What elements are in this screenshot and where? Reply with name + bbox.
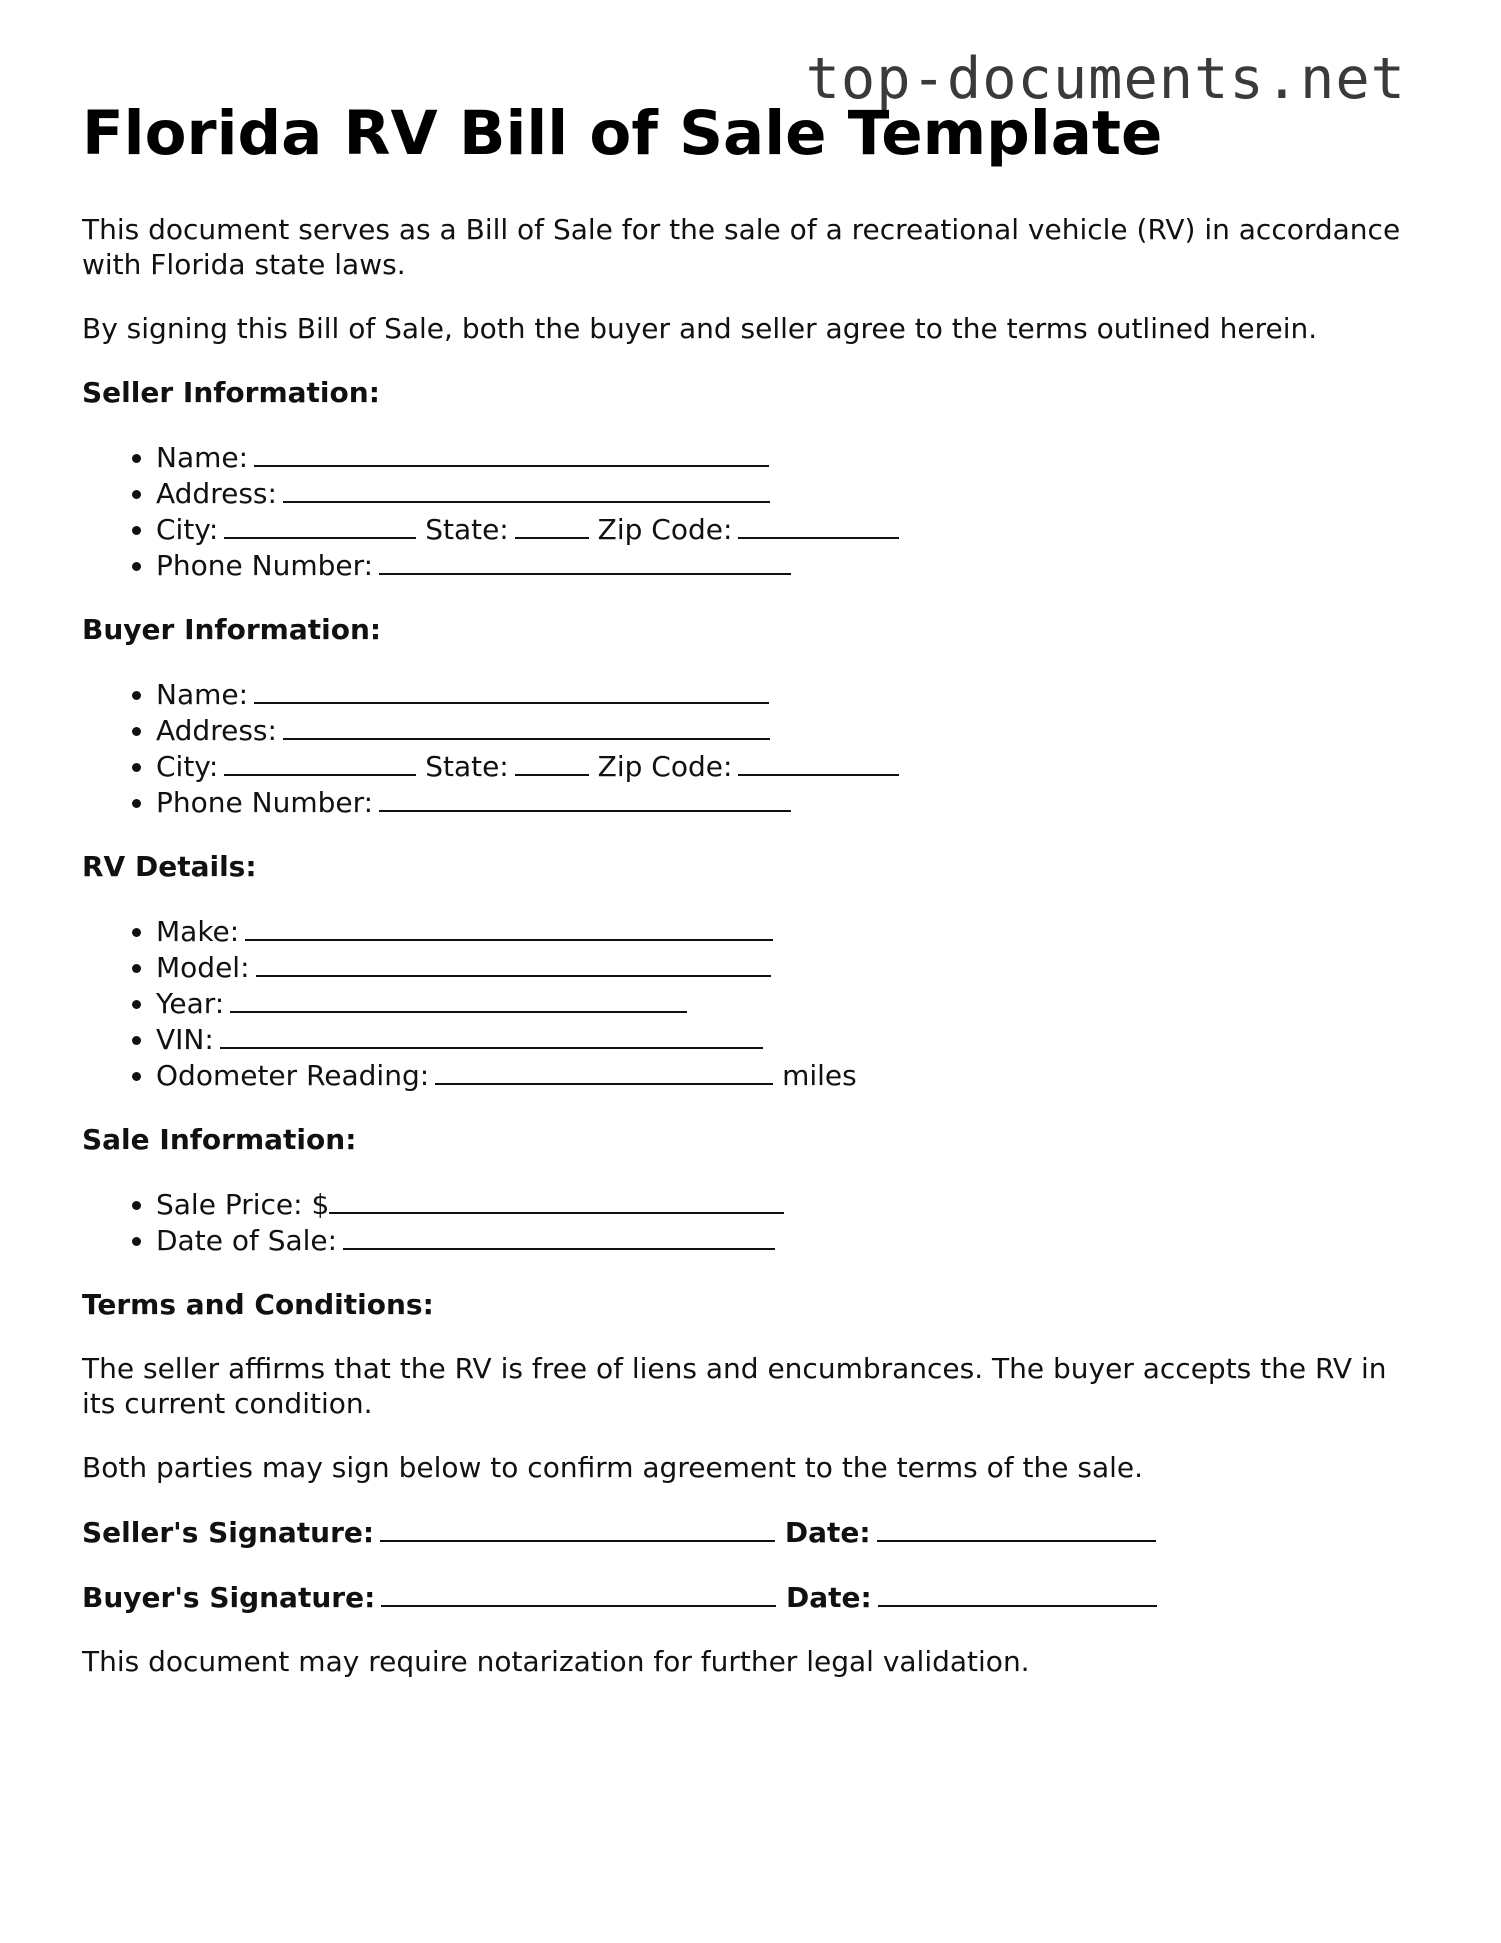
sale-date-blank[interactable] (343, 1222, 775, 1250)
sale-fields-list (82, 1186, 1422, 1258)
seller-city-blank[interactable] (224, 511, 416, 539)
buyer-zip-blank[interactable] (738, 748, 899, 776)
buyer-address-field[interactable]: • Address: (156, 712, 1422, 748)
buyer-state-blank[interactable] (515, 748, 589, 776)
sale-section-heading: Sale Information: (82, 1123, 357, 1157)
buyer-phone-blank[interactable] (379, 784, 791, 812)
buyer-name-field[interactable]: • Name: (156, 676, 1422, 712)
rv-make-field[interactable]: • Make: (156, 913, 1422, 949)
buyer-signature-row[interactable]: Buyer's Signature: Date: (82, 1579, 1422, 1615)
rv-vin-blank[interactable] (220, 1021, 763, 1049)
buyer-address-blank[interactable] (283, 712, 770, 740)
sale-date-field[interactable]: • Date of Sale: (156, 1222, 1422, 1258)
seller-name-blank[interactable] (254, 439, 769, 467)
rv-make-blank[interactable] (245, 913, 773, 941)
rv-vin-field[interactable]: • VIN: (156, 1021, 1422, 1057)
seller-zip-blank[interactable] (738, 511, 899, 539)
sale-price-field[interactable]: • Sale Price: $ (156, 1186, 1422, 1222)
agreement-paragraph: By signing this Bill of Sale, both the buyer and seller agree to the terms outlined herein. (82, 312, 1318, 346)
rv-model-blank[interactable] (256, 949, 771, 977)
seller-signature-date-blank[interactable] (877, 1514, 1156, 1542)
footer-note: This document may require notarization for further legal validation. (82, 1645, 1030, 1679)
seller-address-blank[interactable] (283, 475, 770, 503)
rv-section-heading: RV Details: (82, 850, 257, 884)
buyer-section-heading: Buyer Information: (82, 613, 382, 647)
seller-signature-blank[interactable] (380, 1514, 775, 1542)
buyer-fields-list (82, 676, 1422, 820)
buyer-city-state-zip-field[interactable]: • City: State: Zip Code: (156, 748, 1422, 784)
terms-section-heading: Terms and Conditions: (82, 1288, 434, 1322)
seller-state-blank[interactable] (515, 511, 589, 539)
watermark: top-documents.net (805, 46, 1406, 112)
seller-phone-blank[interactable] (379, 547, 791, 575)
rv-odometer-blank[interactable] (435, 1057, 773, 1085)
rv-model-field[interactable]: • Model: (156, 949, 1422, 985)
confirm-paragraph: Both parties may sign below to confirm agreement to the terms of the sale. (82, 1451, 1144, 1485)
seller-section-heading: Seller Information: (82, 376, 380, 410)
seller-signature-row[interactable]: Seller's Signature: Date: (82, 1514, 1422, 1550)
rv-odometer-field[interactable]: • Odometer Reading: miles (156, 1057, 1422, 1093)
document-page (82, 100, 1422, 1708)
seller-fields-list (82, 439, 1422, 583)
buyer-phone-field[interactable]: • Phone Number: (156, 784, 1422, 820)
sale-price-blank[interactable] (329, 1186, 784, 1214)
buyer-city-blank[interactable] (224, 748, 416, 776)
seller-address-field[interactable]: • Address: (156, 475, 1422, 511)
buyer-signature-blank[interactable] (381, 1579, 776, 1607)
intro-paragraph: This document serves as a Bill of Sale for the sale of a recreational vehicle (RV) in accordance with Florida state laws. (82, 213, 1401, 282)
page-title: Florida RV Bill of Sale Template (82, 98, 1163, 169)
buyer-name-blank[interactable] (254, 676, 769, 704)
rv-year-field[interactable]: • Year: (156, 985, 1422, 1021)
rv-year-blank[interactable] (230, 985, 687, 1013)
seller-name-field[interactable]: • Name: (156, 439, 1422, 475)
seller-phone-field[interactable]: • Phone Number: (156, 547, 1422, 583)
seller-city-state-zip-field[interactable]: • City: State: Zip Code: (156, 511, 1422, 547)
terms-paragraph: The seller affirms that the RV is free of liens and encumbrances. The buyer accepts the RV in its current condition. (82, 1352, 1387, 1421)
rv-fields-list (82, 913, 1422, 1093)
buyer-signature-date-blank[interactable] (878, 1579, 1157, 1607)
